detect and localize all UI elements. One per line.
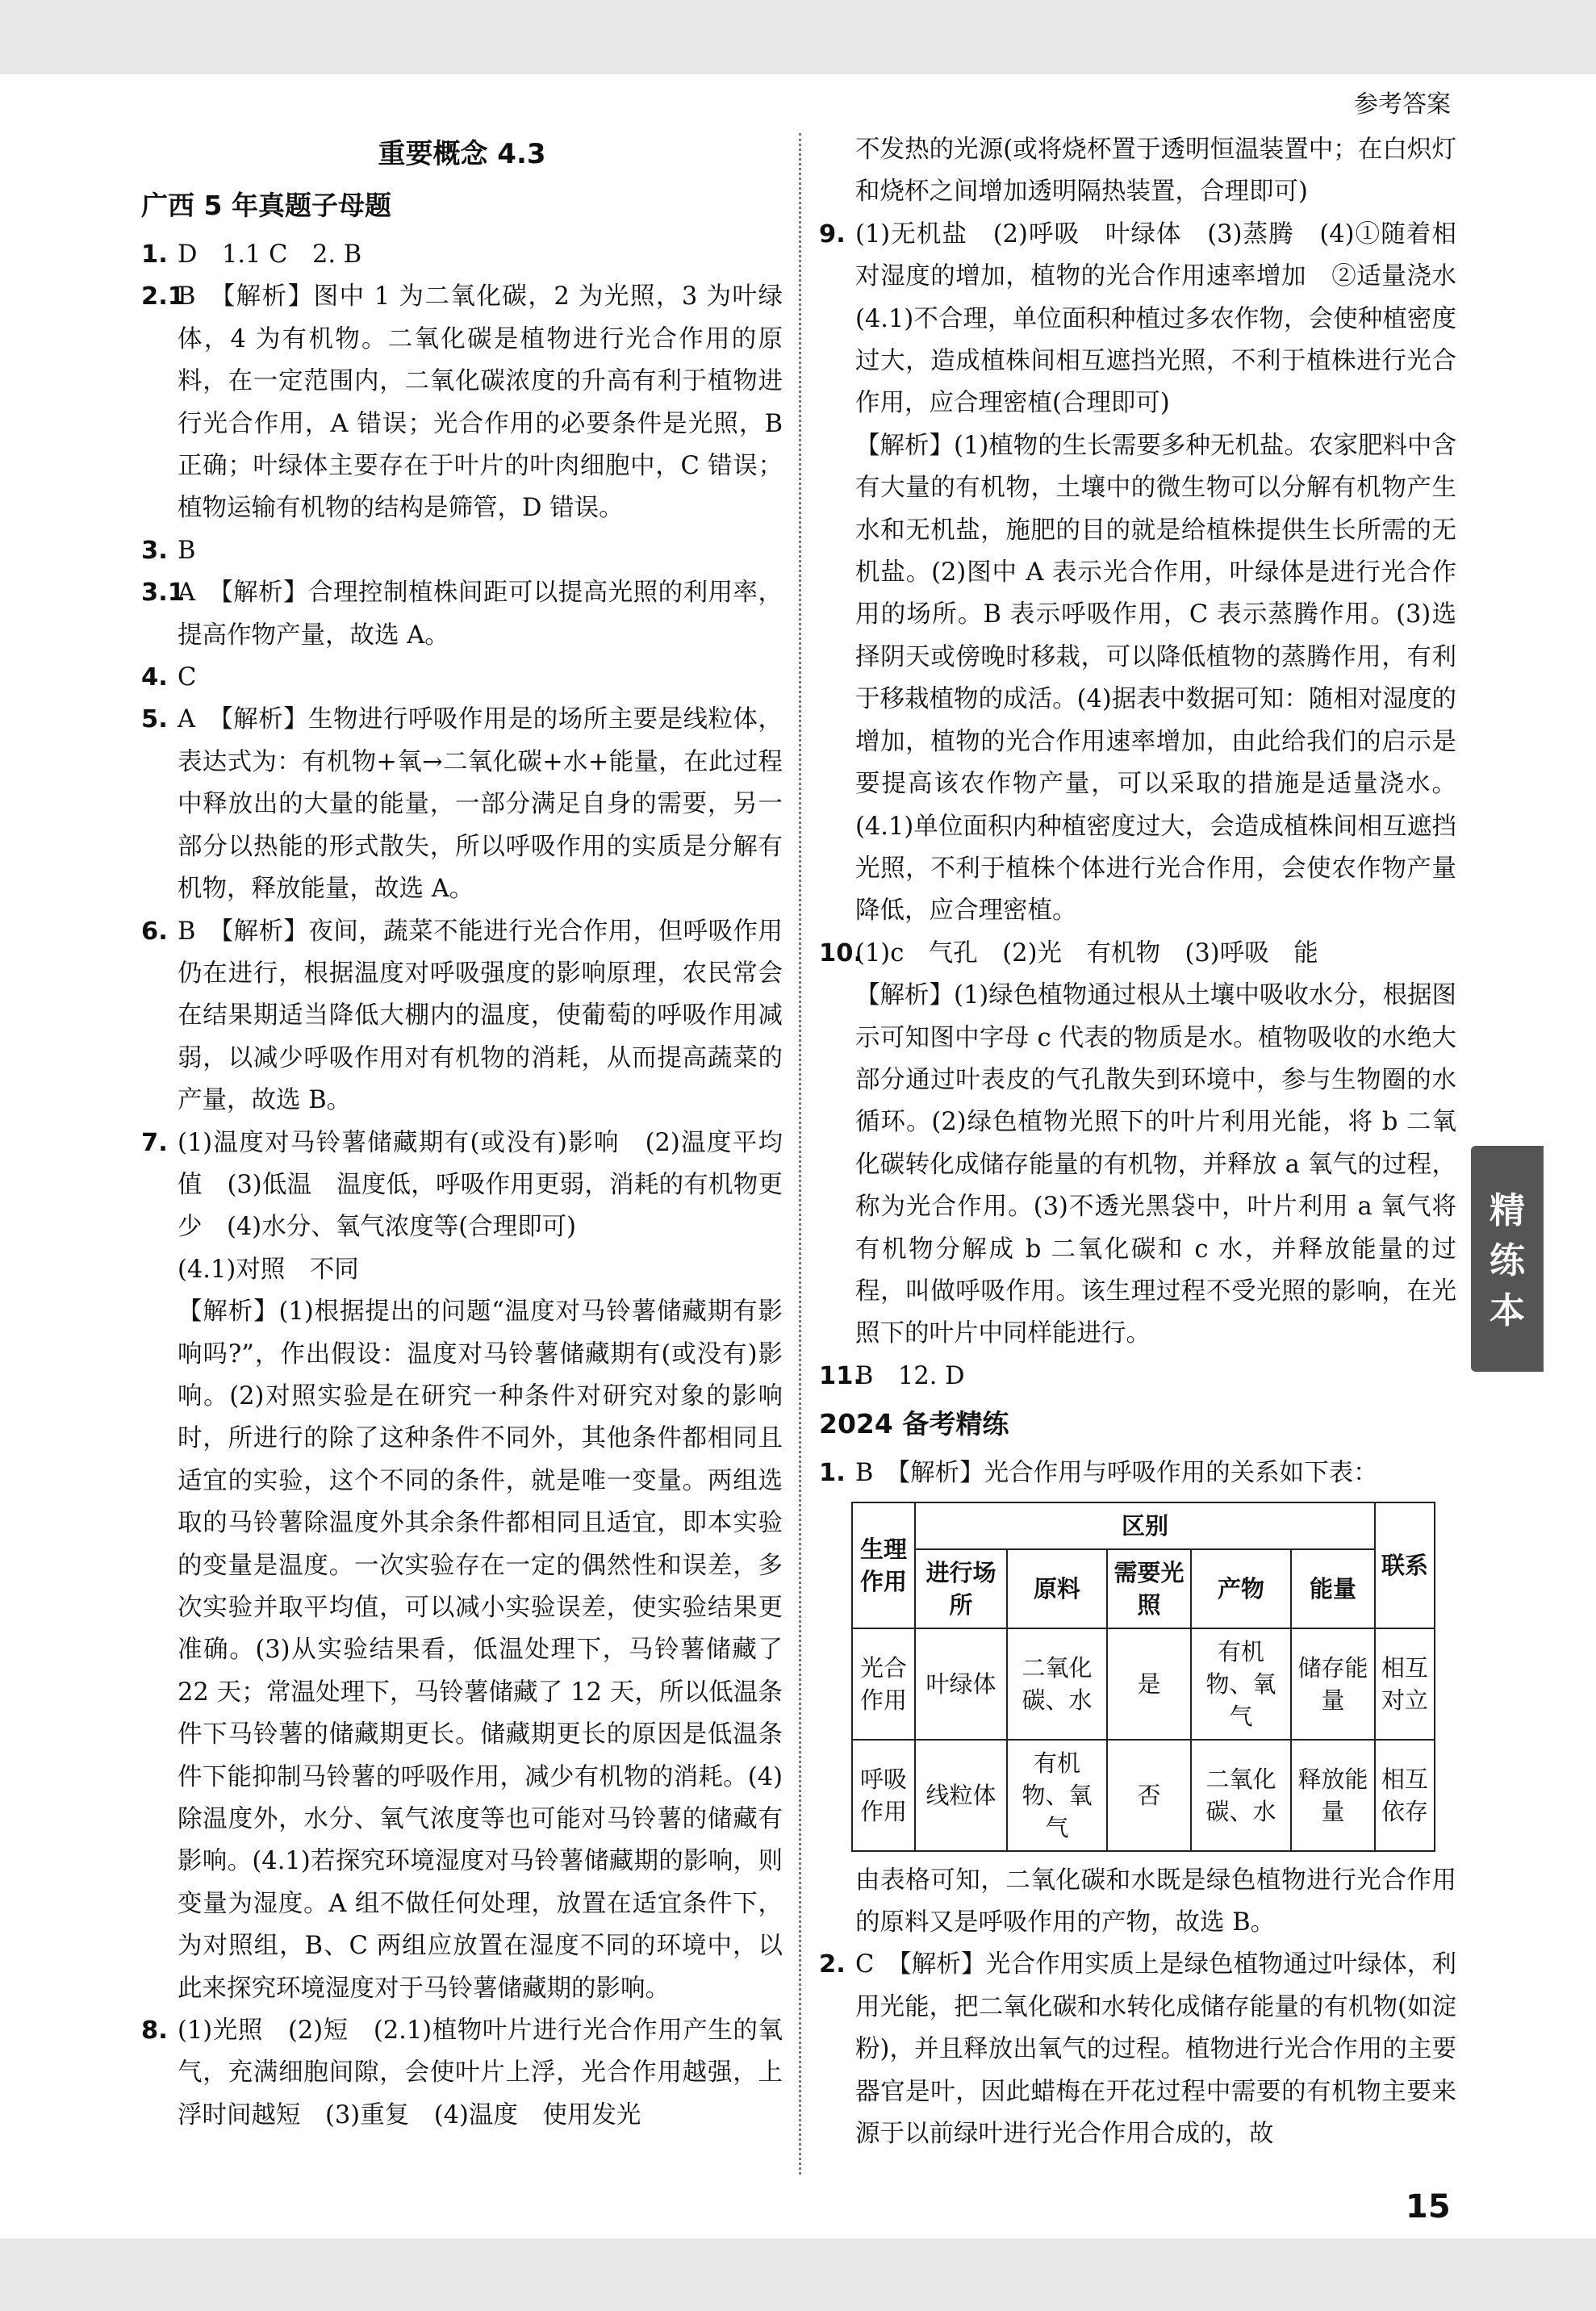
right-column [819,129,1481,2155]
item-text: (1)光照 (2)短 (2.1)植物叶片进行光合作用产生的氧气，充满细胞间隙，会使叶片上浮，光合作用越强，上浮时间越短 (3)重复 (4)温度 使用发光 [178,2016,783,2129]
table-col-header: 产物 [1191,1549,1291,1628]
item-text: B 【解析】夜间，蔬菜不能进行光合作用，但呼吸作用仍在进行，根据温度对呼吸强度的影响原理，农民常会在结果期适当降低大棚内的温度，使葡萄的呼吸作用减弱，以减少呼吸作用对有机物的消耗，从而提高蔬菜的产量，故选 B。 [178,917,783,1115]
answer-item [141,276,783,529]
answer-item [819,933,1456,975]
side-tab-jinglianben [1471,1146,1544,1372]
answer-item [819,1944,1456,2155]
table-subheader-row [852,1549,1435,1628]
side-tab-char: 练 [1489,1240,1525,1281]
item-text: A 【解析】合理控制植株间距可以提高光照的利用率，提高作物产量，故选 A。 [178,579,783,650]
item-number: 11. [819,1361,863,1390]
table-header-row [852,1502,1435,1549]
item-text: B 【解析】图中 1 为二氧化碳，2 为光照，3 为叶绿体，4 为有机物。二氧化碳是植物进行光合作用的原料，在一定范围内，二氧化碳浓度的升高有利于植物进行光合作用，A 错误；光合作用的必要条件是光照，B 正确；叶绿体主要存在于叶片的叶肉细胞中，C 错误；植物运输有机物的结构是筛管，D 错误。 [178,282,783,523]
item10-analysis: 【解析】(1)绿色植物通过根从土壤中吸收水分，根据图示可知图中字母 c 代表的物质是水。植物吸收的水绝大部分通过叶表皮的气孔散失到环境中，参与生物圈的水循环。(2)绿色植物光照下的叶片利用光能，将 b 二氧化碳转化成储存能量的有机物，并释放 a 氧气的过程，称为光合作用。(3)不透光黑袋中，叶片利用 a 氧气将有机物分解成 b 二氧化碳和 c 水，并释放能量的过程，叫做呼吸作用。该生理过程不受光照的影响，在光照下的叶片中同样能进行。 [855,981,1456,1348]
item9-analysis: 【解析】(1)植物的生长需要多种无机盐。农家肥料中含有大量的有机物，土壤中的微生物可以分解有机物产生水和无机盐，施肥的目的就是给植株提供生长所需的无机盐。(2)图中 A 表示光合作用，叶绿体是进行光合作用的场所。B 表示呼吸作用，C 表示蒸腾作用。(3)选择阴天或傍晚时移栽，可以降低植物的蒸腾作用，有利于移栽植物的成活。(4)据表中数据可知：随相对湿度的增加，植物的光合作用速率增加，由此给我们的启示是要提高该农作物产量，可以采取的措施是适量浇水。(4.1)单位面积内种植密度过大，会造成植株间相互遮挡光照，不利于植株个体进行光合作用，会使农作物产量降低，应合理密植。 [855,431,1456,926]
section-title: 重要概念 4.3 [378,138,546,170]
table-col-header: 进行场所 [915,1549,1007,1628]
table-row [852,1628,1435,1740]
item-number: 1. [819,1459,846,1488]
item-number: 7. [141,1128,168,1157]
item-number: 5. [141,705,168,734]
item-text: B 12. D [855,1361,965,1390]
left-column [141,129,783,2137]
side-tab-char: 本 [1489,1290,1525,1331]
table-cell: 二氧化碳、水 [1007,1628,1107,1740]
item-number: 9. [819,219,846,249]
answer-item [141,911,783,1122]
table-header-link: 联系 [1375,1502,1435,1628]
answer-item [141,2010,783,2137]
table-link-cell: 相互对立 [1375,1628,1435,1740]
column-divider [799,133,801,2175]
table-row-name: 光合作用 [852,1628,915,1740]
answer-item [141,657,783,699]
item8-continued: 不发热的光源(或将烧杯置于透明恒温装置中；在白炽灯和烧杯之间增加透明隔热装置，合理即可) [855,136,1456,207]
item-number: 2. [819,1950,846,1979]
item-number: 8. [141,2016,168,2046]
answer-item [819,1452,1456,1494]
item-text: (1)c 气孔 (2)光 有机物 (3)呼吸 能 [855,938,1318,967]
table-header-diff: 区别 [915,1502,1375,1549]
answer-item [819,214,1481,425]
item-text: D 1.1 C 2. B [178,240,362,269]
table-cell: 有机物、氧气 [1191,1628,1291,1740]
item-number: 3. [141,536,168,565]
table-row [852,1740,1435,1851]
answer-item [141,530,783,572]
item-number: 2.1 [141,282,186,311]
item-text: A 【解析】生物进行呼吸作用是的场所主要是线粒体，表达式为：有机物+氧→二氧化碳+水+能量，在此过程中释放出的大量的能量，一部分满足自身的需要，另一部分以热能的形式散失，所以呼吸作用的实质是分解有机物，释放能量，故选 A。 [178,705,783,904]
answer-item [141,699,783,910]
page-number: 15 [1406,2188,1451,2225]
item-text: C 【解析】光合作用实质上是绿色植物通过叶绿体，利用光能，把二氧化碳和水转化成储存能量的有机物(如淀粉)，并且释放出氧气的过程。植物进行光合作用的主要器官是叶，因此蜡梅在开花过程中需要的有机物主要来源于以前绿叶进行光合作用合成的，故 [855,1950,1456,2149]
item-text: B 【解析】光合作用与呼吸作用的关系如下表： [855,1459,1378,1488]
table-col-header: 能量 [1291,1549,1375,1628]
item7-analysis: 【解析】(1)根据提出的问题“温度对马铃薯储藏期有影响吗?”，作出假设：温度对马铃薯储藏期有(或没有)影响。(2)对照实验是在研究一种条件对研究对象的影响时，所进行的除了这种条件不同外，其他条件都相同且适宜的实验，这个不同的条件，就是唯一变量。两组选取的马铃薯除温度外其余条件都相同且适宜，即本实验的变量是温度。一次实验存在一定的偶然性和误差，多次实验并取平均值，可以减小实验误差，使实验结果更准确。(3)从实验结果看，低温处理下，马铃薯储藏了 22 天；常温处理下，马铃薯储藏了 12 天，所以低温条件下马铃薯的储藏期更长。储藏期更长的原因是低温条件下能抑制马铃薯的呼吸作用，减少有机物的消耗。(4)除温度外，水分、氧气浓度等也可能对马铃薯的储藏有影响。(4.1)若探究环境湿度对马铃薯储藏期的影响，则变量为湿度。A 组不做任何处理，放置在适宜条件下，为对照组，B、C 两组应放置在湿度不同的环境中，以此来探究环境湿度对于马铃薯储藏期的影响。 [178,1298,783,2003]
table-col-header: 原料 [1007,1549,1107,1628]
item-number: 10. [819,938,863,967]
table-cell: 否 [1107,1740,1191,1851]
table-cell: 二氧化碳、水 [1191,1740,1291,1851]
item-number: 1. [141,240,168,269]
item1-continued: 由表格可知，二氧化碳和水既是绿色植物进行光合作用的原料又是呼吸作用的产物，故选 B。 [855,1866,1456,1937]
item-text: (1)温度对马铃薯储藏期有(或没有)影响 (2)温度平均值 (3)低温 温度低，呼吸作用更弱，消耗的有机物更少 (4)水分、氧气浓度等(合理即可) [178,1128,783,1242]
table-col-header: 需要光照 [1107,1549,1191,1628]
answer-item [819,1356,1456,1398]
answer-item [141,1122,783,1249]
table-cell: 叶绿体 [915,1628,1007,1740]
table-cell: 储存能量 [1291,1628,1375,1740]
table-cell: 有机物、氧气 [1007,1740,1107,1851]
sub-title-guangxi: 广西 5 年真题子母题 [141,190,391,221]
answer-item [141,234,783,276]
table-link-cell: 相互依存 [1375,1740,1435,1851]
item-text: B [178,536,196,565]
comparison-table [851,1502,1435,1852]
item7-sub-answer: (4.1)对照 不同 [178,1255,359,1284]
sub-title-practice: 2024 备考精练 [819,1408,1009,1440]
answer-item [141,572,783,657]
table-cell: 是 [1107,1628,1191,1740]
table-cell: 释放能量 [1291,1740,1375,1851]
item-number: 3.1 [141,579,186,608]
item-number: 6. [141,917,168,946]
table-header-physiology: 生理作用 [852,1502,915,1628]
item-text: C [178,663,197,692]
table-cell: 线粒体 [915,1740,1007,1851]
item-text: (1)无机盐 (2)呼吸 叶绿体 (3)蒸腾 (4)①随着相对湿度的增加，植物的光合作用速率增加 ②适量浇水 (4.1)不合理，单位面积种植过多农作物，会使种植密度过大，造成植株间相互遮挡光照，不利于植株进行光合作用，应合理密植(合理即可) [855,219,1481,418]
side-tab-char: 精 [1489,1190,1525,1231]
table-row-name: 呼吸作用 [852,1740,915,1851]
header-label: 参考答案 [1354,90,1451,119]
item-number: 4. [141,663,168,692]
